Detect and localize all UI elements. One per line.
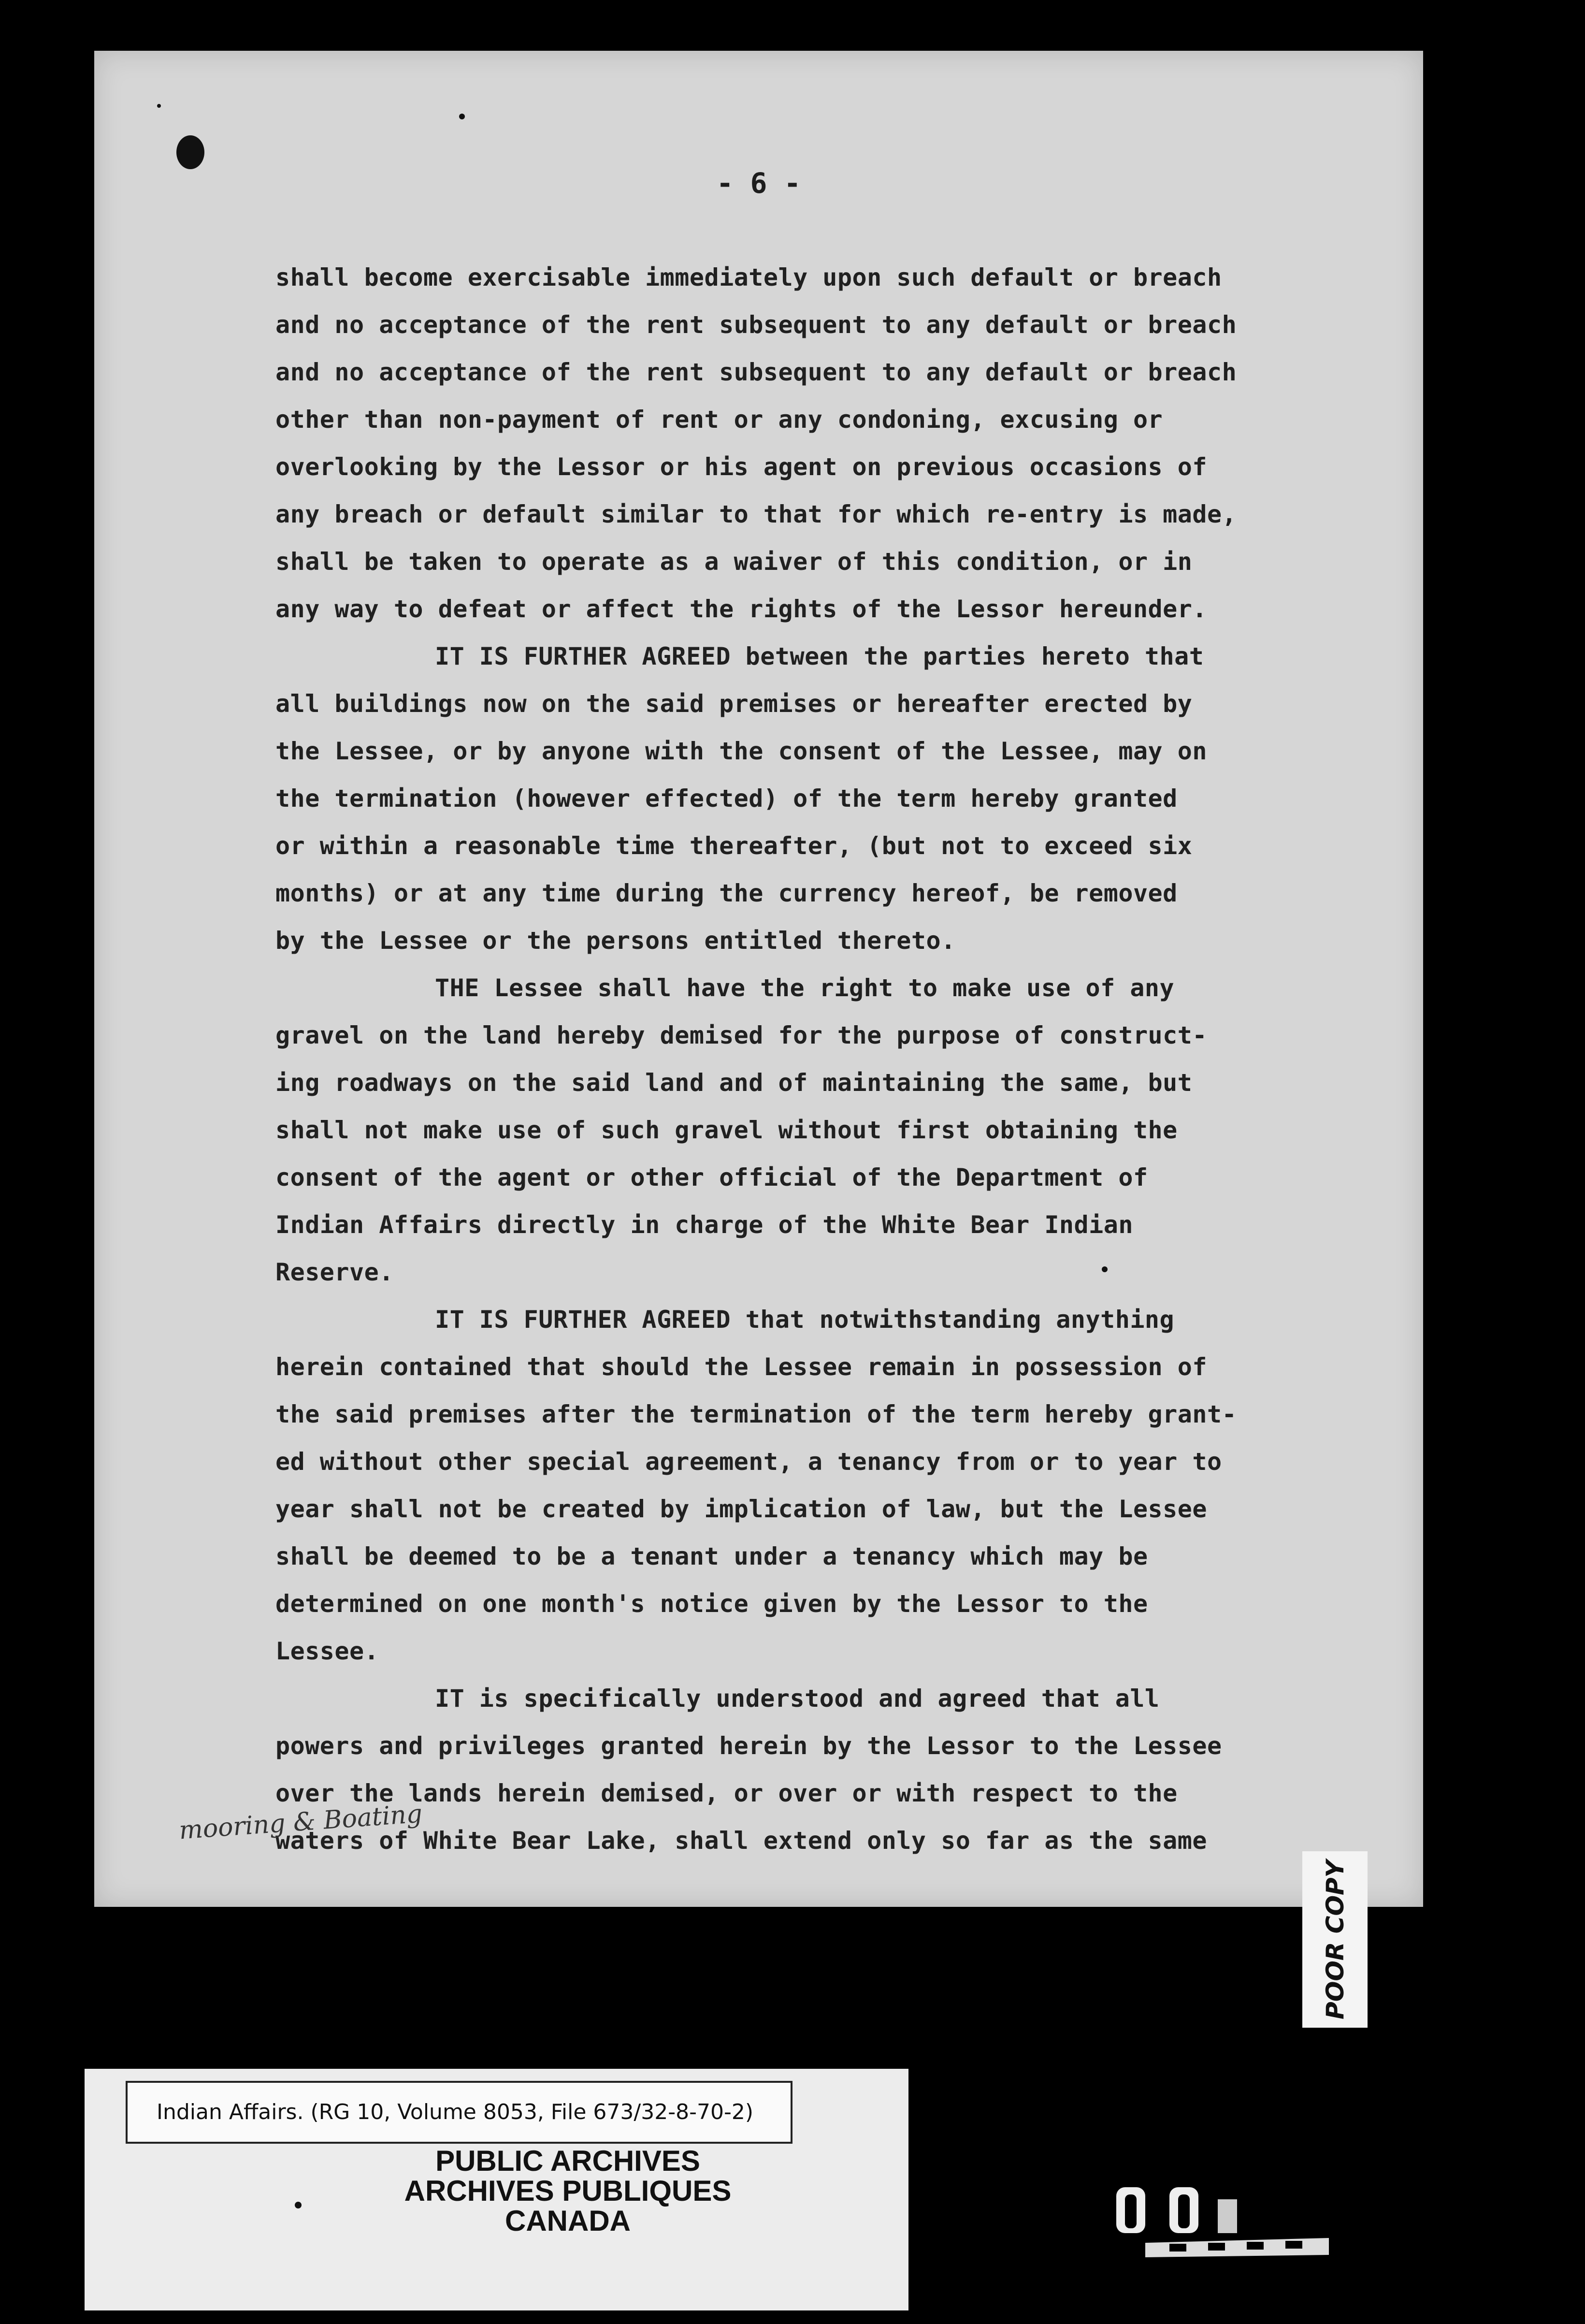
text-line: all buildings now on the said premises or hereafter erected by xyxy=(275,690,1193,718)
text-line: any breach or default similar to that for which re-entry is made, xyxy=(275,500,1237,528)
text-line: consent of the agent or other official of the Department of xyxy=(275,1163,1148,1191)
archives-line-2: ARCHIVES PUBLIQUES xyxy=(404,2175,732,2207)
text-line: other than non-payment of rent or any condoning, excusing or xyxy=(275,406,1163,434)
archives-stamp xyxy=(290,2146,846,2236)
text-line: by the Lessee or the persons entitled thereto. xyxy=(275,927,956,955)
document-page xyxy=(94,51,1423,1907)
text-line: shall be deemed to be a tenant under a tenancy which may be xyxy=(275,1542,1148,1570)
text-line: ed without other special agreement, a tenancy from or to year to xyxy=(275,1448,1222,1476)
text-line: ing roadways on the said land and of maintaining the same, but xyxy=(275,1069,1193,1097)
text-line: and no acceptance of the rent subsequent to any default or breach xyxy=(275,311,1237,339)
text-line: the said premises after the termination of the term hereby grant- xyxy=(275,1400,1237,1428)
speck-mark xyxy=(295,2202,302,2208)
handwritten-note: mooring & Boating xyxy=(178,1799,423,1845)
text-line: waters of White Bear Lake, shall extend only so far as the same xyxy=(275,1827,1207,1855)
text-line: Reserve. xyxy=(275,1258,394,1286)
text-line: and no acceptance of the rent subsequent to any default or breach xyxy=(275,358,1237,386)
text-line: any way to defeat or affect the rights of the Lessor hereunder. xyxy=(275,595,1207,623)
film-reel-marks xyxy=(1097,2170,1334,2262)
text-line: shall not make use of such gravel without first obtaining the xyxy=(275,1116,1178,1144)
text-line: Indian Affairs directly in charge of the White Bear Indian xyxy=(275,1211,1133,1239)
text-line: IT IS FURTHER AGREED between the parties hereto that xyxy=(435,642,1204,670)
speck-mark xyxy=(157,104,161,108)
speck-mark xyxy=(459,114,465,119)
archives-line-3: CANADA xyxy=(505,2205,631,2237)
text-line: overlooking by the Lessor or his agent on previous occasions of xyxy=(275,453,1207,481)
text-line: THE Lessee shall have the right to make use of any xyxy=(435,974,1175,1002)
text-line: the Lessee, or by anyone with the consent of the Lessee, may on xyxy=(275,737,1207,765)
poor-copy-stamp xyxy=(1302,1851,1368,2028)
hole-punch-mark xyxy=(176,135,204,169)
archive-reference: Indian Affairs. (RG 10, Volume 8053, File 673/32-8-70-2) xyxy=(126,2081,792,2144)
text-line: the termination (however effected) of the term hereby granted xyxy=(275,784,1178,813)
text-line: gravel on the land hereby demised for the purpose of construct- xyxy=(275,1021,1207,1049)
text-line: IT is specifically understood and agreed that all xyxy=(435,1685,1160,1713)
text-line: shall become exercisable immediately upon such default or breach xyxy=(275,263,1222,291)
text-line: months) or at any time during the currency hereof, be removed xyxy=(275,879,1178,907)
page-number: - 6 - xyxy=(716,167,801,200)
text-line: or within a reasonable time thereafter, (but not to exceed six xyxy=(275,832,1193,860)
text-line: powers and privileges granted herein by the Lessor to the Lessee xyxy=(275,1732,1222,1760)
text-line: IT IS FURTHER AGREED that notwithstanding anything xyxy=(435,1306,1175,1334)
text-line: over the lands herein demised, or over or with respect to the xyxy=(275,1779,1178,1807)
text-line: shall be taken to operate as a waiver of this condition, or in xyxy=(275,548,1193,576)
text-line: Lessee. xyxy=(275,1637,379,1665)
text-line: determined on one month's notice given by the Lessor to the xyxy=(275,1590,1148,1618)
poor-copy-label: POOR COPY xyxy=(1321,1859,1349,2019)
text-line: year shall not be created by implication of law, but the Lessee xyxy=(275,1495,1207,1523)
text-line: herein contained that should the Lessee remain in possession of xyxy=(275,1353,1207,1381)
archives-line-1: PUBLIC ARCHIVES xyxy=(435,2145,700,2177)
lease-body-text xyxy=(275,254,1348,1864)
